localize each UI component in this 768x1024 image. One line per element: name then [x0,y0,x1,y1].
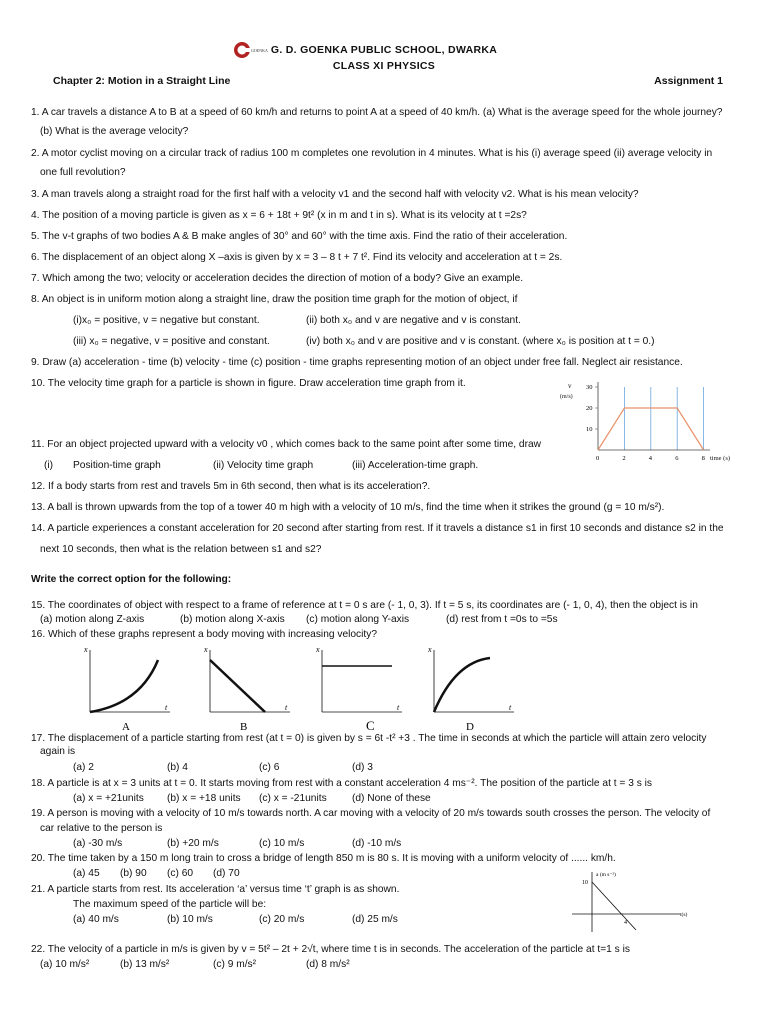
vt-y-label: v [568,382,572,390]
at-line [592,882,636,930]
q8-iv: (iv) both x₀ and v are positive and v is constant. (where x₀ is position at t = 0.) [306,336,655,347]
q8-iii: (iii) x₀ = negative, v = positive and constant. [73,336,270,347]
graph-b-line [210,660,265,712]
q17-line2: again is [40,746,76,757]
q15-a: (a) motion along Z-axis [40,614,145,625]
vt-y-tick-0: 30 [586,384,593,391]
q15-d: (d) rest from t =0s to =5s [446,614,558,625]
vt-y-tick-2: 10 [586,426,593,433]
q18-a: (a) x = +21units [73,793,144,804]
q17-c: (c) 6 [259,762,280,773]
chapter-title: Chapter 2: Motion in a Straight Line [53,75,231,87]
q6: 6. The displacement of an object along X –axis is given by x = 3 – 8 t + 7 t². Find its velocity and acceleration at t = 2s. [31,252,563,263]
q2-line2: one full revolution? [40,167,126,178]
q8-stem: 8. An object is in uniform motion along a straight line, draw the position time graph for the motion of object, if [31,294,518,305]
graph-a-y: x [84,645,88,654]
vt-x-tick-2: 4 [648,455,653,462]
q21-at-graph [570,868,690,940]
at-x-label: t(s) [680,912,688,918]
q3: 3. A man travels along a straight road for the first half with a velocity v1 and the second half with velocity v2. What is his mean velocity? [31,189,639,200]
q22-d: (d) 8 m/s² [306,959,350,970]
q19-d: (d) -10 m/s [352,838,402,849]
graph-d-y: x [428,645,432,654]
q21-d: (d) 25 m/s [352,914,398,925]
q16-stem: 16. Which of these graphs represent a body moving with increasing velocity? [31,629,377,640]
q21-c: (c) 20 m/s [259,914,305,925]
q2-line1: 2. A motor cyclist moving on a circular track of radius 100 m completes one revolution in 4 minutes. What is his (i) average speed (ii) average velocity in [31,148,713,159]
class-name: CLASS XI PHYSICS [332,60,436,72]
graph-a [83,645,170,733]
graph-d-curve [434,658,490,712]
q15-b: (b) motion along X-axis [180,614,285,625]
graph-b-label: B [240,721,248,733]
q19-a: (a) -30 m/s [73,838,123,849]
graph-b-x: t [285,703,288,712]
vt-x-label: time (s) [710,455,731,462]
q16-graphs [70,642,530,734]
q20-c: (c) 60 [167,868,194,879]
q11-ii: (ii) Velocity time graph [213,460,314,471]
vt-x-tick-0: 0 [596,455,600,462]
q21-line1: 21. A particle starts from rest. Its acceleration ‘a’ versus time ‘t’ graph is as shown. [31,884,400,895]
q12: 12. If a body starts from rest and travels 5m in 6th second, then what is its acceleration?. [31,481,431,492]
q18-b: (b) x = +18 units [167,793,241,804]
q11-iii: (iii) Acceleration-time graph. [352,460,479,471]
q4: 4. The position of a moving particle is given as x = 6 + 18t + 9t² (x in m and t in s). What is its velocity at t =2s? [31,210,527,221]
q19-line2: car relative to the person is [40,823,163,834]
graph-c [315,645,402,733]
q18-c: (c) x = -21units [259,793,327,804]
q21-b: (b) 10 m/s [167,914,213,925]
q8-ii: (ii) both x₀ and v are negative and v is constant. [306,315,521,326]
header [0,44,768,72]
q14-line2: next 10 seconds, then what is the relation between s1 and s2? [40,544,322,555]
graph-d-label: D [466,721,474,733]
vt-x-tick-1: 2 [622,455,626,462]
at-x-tick: 4 [624,920,627,926]
q19-line1: 19. A person is moving with a velocity of 10 m/s towards north. A car moving with a velocity of 20 m/s towards south crosses the person. The velocity of [31,808,711,819]
q17-d: (d) 3 [352,762,373,773]
vt-x-tick-3: 6 [675,455,679,462]
q22-c: (c) 9 m/s² [213,959,257,970]
q1-line2: (b) What is the average velocity? [40,126,189,137]
logo-text: GOENKA [251,48,268,53]
graph-d-x: t [509,703,512,712]
graph-b-y: x [204,645,208,654]
q20-a: (a) 45 [73,868,100,879]
vt-y-tick-1: 20 [586,405,593,412]
vt-x-tick-4: 8 [701,455,705,462]
graph-c-x: t [397,703,400,712]
at-y-tick: 10 [582,880,588,886]
q20-b: (b) 90 [120,868,147,879]
q9: 9. Draw (a) acceleration - time (b) velocity - time (c) position - time graphs representing motion of an object under free fall. Neglect air resistance. [31,357,683,368]
q22-b: (b) 13 m/s² [120,959,170,970]
q18-d: (d) None of these [352,793,431,804]
q7: 7. Which among the two; velocity or acceleration decides the direction of motion of a body? Give an example. [31,273,524,284]
q11-i-num: (i) [44,460,54,471]
section-objective-title: Write the correct option for the following: [31,574,232,585]
q20-stem: 20. The time taken by a 150 m long train to cross a bridge of length 850 m is 80 s. It is moving with a uniform velocity of ...... km/h. [31,853,616,864]
graph-d [427,645,514,733]
graph-c-label: C [366,718,375,733]
graph-a-x: t [165,703,168,712]
q17-line1: 17. The displacement of a particle starting from rest (at t = 0) is given by s = 6t -t² +3 . The time in seconds at which the particle will attain zero velocity [31,733,707,744]
vt-graph [560,378,750,466]
graph-c-y: x [316,645,320,654]
vt-y-unit: (m/s) [560,394,573,400]
at-y-label: a (m s⁻²) [596,872,616,878]
school-name: G. D. GOENKA PUBLIC SCHOOL, DWARKA [270,44,498,56]
q11-i: Position-time graph [73,460,161,471]
q20-d: (d) 70 [213,868,240,879]
q21-line2: The maximum speed of the particle will be: [73,899,267,910]
q22-stem: 22. The velocity of a particle in m/s is given by v = 5t² – 2t + 2√t, where time t is in seconds. The acceleration of the particle at t=1 s is [31,944,630,955]
q17-a: (a) 2 [73,762,94,773]
q8-i: (i)x₀ = positive, v = negative but constant. [73,315,260,326]
q15-c: (c) motion along Y-axis [306,614,410,625]
q10: 10. The velocity time graph for a particle is shown in figure. Draw acceleration time graph from it. [31,378,466,389]
q15-stem: 15. The coordinates of object with respect to a frame of reference at t = 0 s are (- 1, 0, 3). If t = 5 s, its coordinates are (- 1, 0, 4), then the object is in [31,600,698,611]
q19-b: (b) +20 m/s [167,838,219,849]
q22-a: (a) 10 m/s² [40,959,90,970]
q21-a: (a) 40 m/s [73,914,119,925]
q13: 13. A ball is thrown upwards from the top of a tower 40 m high with a velocity of 10 m/s, find the time when it strikes the ground (g = 10 m/s²). [31,502,665,513]
q1-line1: 1. A car travels a distance A to B at a speed of 60 km/h and returns to point A at a speed of 40 km/h. (a) What is the average speed for the whole journey? [31,107,723,118]
q17-b: (b) 4 [167,762,188,773]
q14-line1: 14. A particle experiences a constant acceleration for 20 second after starting from rest. If it travels a distance s1 in first 10 seconds and distance s2 in the [31,523,724,534]
q19-c: (c) 10 m/s [259,838,305,849]
q11-stem: 11. For an object projected upward with a velocity v0 , which comes back to the same point after some time, draw [31,439,541,450]
graph-b [203,645,290,733]
assignment-label: Assignment 1 [654,75,723,87]
graph-a-curve [90,660,158,712]
q5: 5. The v-t graphs of two bodies A & B make angles of 30° and 60° with the time axis. Find the ratio of their acceleration. [31,231,568,242]
graph-a-label: A [122,721,130,733]
q18-stem: 18. A particle is at x = 3 units at t = 0. It starts moving from rest with a constant acceleration 4 ms⁻². The position of the particle at t = 3 s is [31,778,652,789]
